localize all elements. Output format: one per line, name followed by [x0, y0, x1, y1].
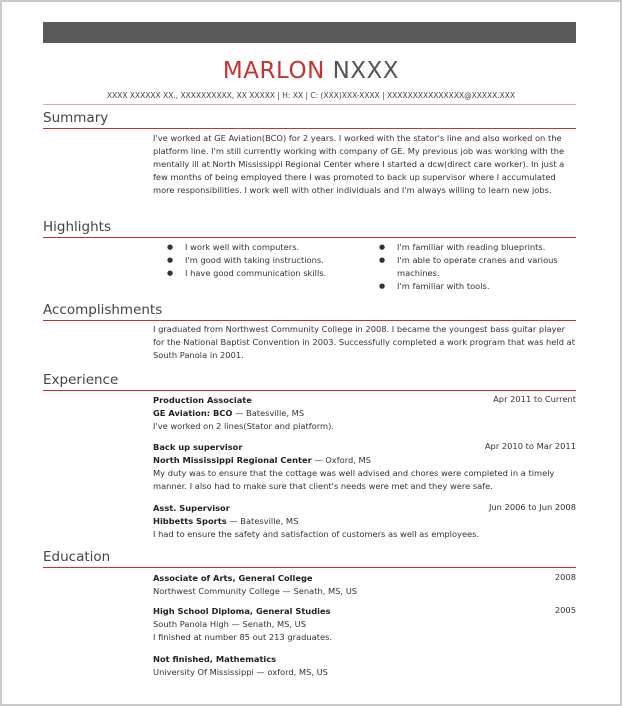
job-company: Hibbetts Sports — [153, 516, 227, 526]
job-role: Production Associate — [153, 395, 252, 405]
accomplishments-heading: Accomplishments — [43, 302, 163, 318]
last-name: NXXX — [332, 58, 400, 84]
job-employer: GE Aviation: BCO — Batesville, MS — [153, 408, 305, 418]
highlight-item: ● I'm familiar with tools. — [379, 280, 569, 293]
highlights-heading: Highlights — [43, 219, 111, 235]
job-location: Batesville, MS — [246, 408, 305, 418]
job-description: I had to ensure the safety and satisfaction of customers as well as employees. — [153, 529, 480, 539]
job-dates: Jun 2006 to Jun 2008 — [488, 502, 576, 512]
highlight-item: ● I have good communication skills. — [167, 267, 357, 280]
job-company: North Mississippi Regional Center — [153, 455, 312, 465]
experience-rule — [43, 390, 576, 391]
accomplishments-rule — [43, 320, 576, 321]
highlight-item: ● I'm able to operate cranes and various machines. — [379, 254, 569, 280]
job-description: I've worked on 2 lines(Stator and platform). — [153, 421, 334, 431]
highlight-item: ● I work well with computers. — [167, 241, 357, 254]
edu-school-line: South Panola High — Senath, MS, US — [153, 619, 307, 629]
summary-text: I've worked at GE Aviation(BCO) for 2 years. I worked with the stator's line and also worked on the platform line. I'm still currently working with company of GE. My previous job was working with the mentally ill at North Mississippi Regional Center where I started a dcw(direct care worker). In just a few months of being employed there I was promoted to back up supervisor where I accumulated more responsibilities. I work well with other individuals and I'm always willing to learn new jobs. — [153, 133, 565, 195]
job-dates: Apr 2010 to Mar 2011 — [484, 441, 576, 451]
header-bar — [43, 22, 576, 43]
edu-year: 2005 — [554, 605, 576, 615]
experience-heading: Experience — [43, 372, 119, 388]
edu-location: Senath, MS, US — [242, 619, 307, 629]
candidate-name — [0, 58, 622, 84]
edu-note: I finished at number 85 out 213 graduates. — [153, 632, 333, 642]
first-name: MARLON — [222, 58, 325, 84]
job-employer: North Mississippi Regional Center — Oxford, MS — [153, 455, 371, 465]
edu-degree: High School Diploma, General Studies — [153, 606, 331, 616]
highlight-item: ● I'm familiar with reading blueprints. — [379, 241, 569, 254]
header-divider — [43, 104, 576, 105]
edu-year: 2008 — [554, 572, 576, 582]
education-rule — [43, 567, 576, 568]
job-description: My duty was to ensure that the cottage was well advised and chores were completed in a timely manner. I also had to make sure that client's needs were met and they were safe. — [153, 468, 555, 491]
job-location: Oxford, MS — [325, 455, 371, 465]
edu-degree: Associate of Arts, General College — [153, 573, 313, 583]
edu-school: South Panola High — [153, 619, 229, 629]
education-heading: Education — [43, 549, 111, 565]
highlight-item: ● I'm good with taking instructions. — [167, 254, 357, 267]
edu-school-line: University Of Mississippi — oxford, MS, US — [153, 667, 328, 677]
job-dates: Apr 2011 to Current — [493, 394, 576, 404]
edu-location: Senath, MS, US — [293, 586, 358, 596]
edu-school-line: Northwest Community College — Senath, MS, US — [153, 586, 358, 596]
job-employer: Hibbetts Sports — Batesville, MS — [153, 516, 299, 526]
highlights-left-list — [167, 241, 357, 280]
edu-degree: Not finished, Mathematics — [153, 654, 277, 664]
accomplishments-text: I graduated from Northwest Community College in 2008. I became the youngest bass guitar player for the National Baptist Convention in 2003. Successfully completed a work program that was held at South Panola in 2001. — [153, 324, 575, 360]
summary-rule — [43, 128, 576, 129]
job-location: Batesville, MS — [240, 516, 299, 526]
job-company: GE Aviation: BCO — [153, 408, 233, 418]
edu-location: oxford, MS, US — [267, 667, 328, 677]
highlights-rule — [43, 237, 576, 238]
summary-heading: Summary — [43, 110, 109, 126]
edu-school: Northwest Community College — [153, 586, 280, 596]
edu-school: University Of Mississippi — [153, 667, 254, 677]
job-role: Back up supervisor — [153, 442, 243, 452]
contact-line: XXXX XXXXXX XX., XXXXXXXXXX, XX XXXXX | H: XX | C: (XXX)XXX-XXXX | XXXXXXXXXXXXXXX@XXXXX.XXX — [106, 91, 516, 100]
job-role: Asst. Supervisor — [153, 503, 230, 513]
highlights-right-list — [379, 241, 569, 293]
